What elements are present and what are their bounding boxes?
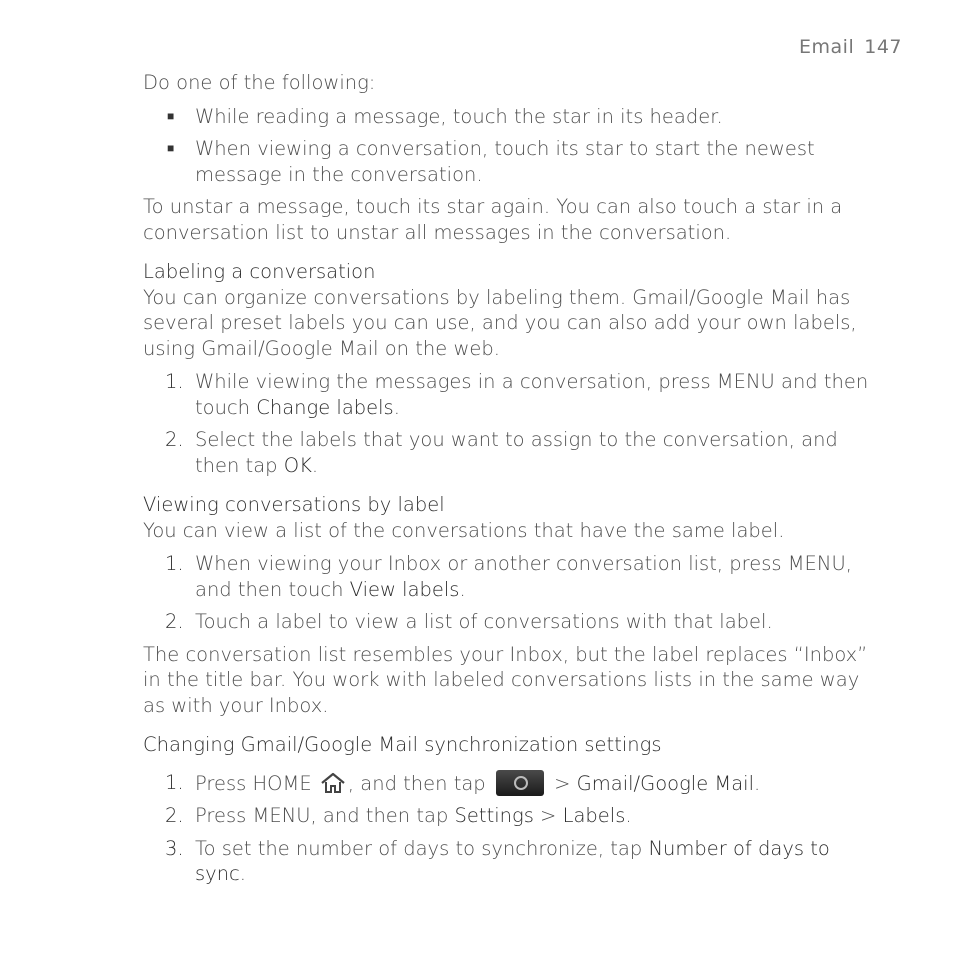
change-labels-option: Change labels — [256, 395, 394, 419]
labeling-body: You can organize conversations by labeling them. Gmail/Google Mail has several preset labels you can use, and you can also add your own labels, using Gmail/Google Mail on the web. — [143, 285, 857, 360]
settings-option: Settings — [454, 804, 534, 827]
gmail-option: Gmail/Google Mail — [576, 771, 754, 795]
labels-option: Labels — [562, 804, 626, 827]
step-item: 2. Press MENU, and then tap Settings > Labels. — [165, 804, 632, 827]
viewing-after-text: The conversation list resembles your Inbox, but the label replaces “Inbox” in the title bar. You work with labeled conversations lists in the same way as with your Inbox. — [143, 642, 868, 717]
section-name: Email — [799, 36, 855, 58]
step-item: 2. Select the labels that you want to assign to the conversation, and then tap OK. — [165, 428, 838, 477]
step-item: 1. When viewing your Inbox or another conversation list, press MENU, and then touch View labels. — [165, 552, 852, 601]
viewing-body: You can view a list of the conversations that have the same label. — [143, 518, 785, 542]
sync-heading: Changing Gmail/Google Mail synchronization settings — [143, 733, 662, 756]
intro-text: Do one of the following: — [143, 71, 376, 94]
step-item: 1. Press HOME , and then tap > Gmail/Google Mail. — [165, 770, 761, 795]
bullet-item: ■ While reading a message, touch the star in its header. — [167, 104, 723, 128]
step-item: 1. While viewing the messages in a conversation, press MENU and then touch Change labels. — [165, 370, 869, 419]
view-labels-option: View labels — [349, 577, 460, 601]
page-content — [143, 70, 883, 894]
star-bullet-list — [143, 104, 883, 188]
viewing-heading: Viewing conversations by label — [143, 493, 445, 516]
home-icon — [320, 772, 346, 794]
viewing-steps — [143, 551, 883, 635]
bullet-item: ■ When viewing a conversation, touch its star to start the newest message in the conversation. — [167, 137, 815, 186]
step-item: 2. Touch a label to view a list of conversations with that label. — [165, 610, 773, 633]
page-header — [799, 36, 902, 58]
bullet-marker: ■ — [167, 141, 175, 155]
sync-steps — [143, 770, 883, 887]
unstar-text: To unstar a message, touch its star again. You can also touch a star in a conversation list to unstar all messages in the conversation. — [143, 195, 843, 244]
labeling-steps — [143, 369, 883, 478]
step-item: 3. To set the number of days to synchronize, tap Number of days to sync. — [165, 836, 830, 885]
labeling-heading: Labeling a conversation — [143, 260, 376, 283]
number-of-days-option: Number of days to sync — [195, 836, 830, 885]
all-apps-icon — [496, 770, 544, 796]
page-number: 147 — [864, 36, 902, 58]
bullet-marker: ■ — [167, 108, 175, 123]
ok-option: OK — [283, 453, 312, 477]
